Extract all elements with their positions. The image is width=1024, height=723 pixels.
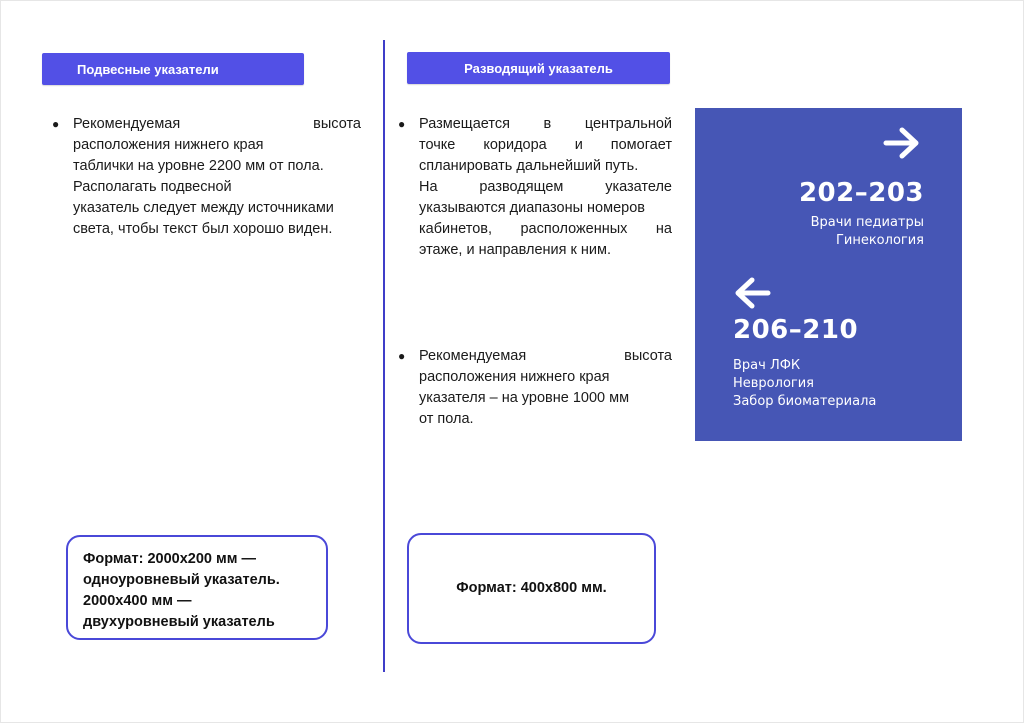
paragraph-line	[419, 114, 672, 135]
paragraph-line: от пола.	[419, 411, 474, 427]
paragraph-line: расположения нижнего края	[73, 137, 264, 153]
paragraph-word: на	[655, 221, 672, 237]
section-header-left: Подвесные указатели	[42, 53, 304, 85]
paragraph-line	[73, 114, 361, 135]
sign-department: Гинекология	[835, 233, 924, 248]
paragraph-word: в	[543, 116, 552, 132]
paragraph-line: света, чтобы текст был хорошо виден.	[73, 221, 333, 237]
format-line: одноуровневый указатель.	[83, 572, 280, 588]
direction-sign-preview	[695, 108, 962, 441]
arrow-right-icon	[883, 126, 921, 160]
paragraph-line	[419, 219, 672, 240]
sign-department: Врачи педиатры	[810, 215, 924, 230]
paragraph-line: расположения нижнего края	[419, 369, 610, 385]
bullet-dot-icon: ●	[398, 349, 406, 363]
format-line: двухуровневый указатель	[83, 614, 275, 630]
column-divider	[383, 40, 385, 672]
paragraph-word: На	[419, 179, 438, 195]
paragraph-word: высота	[624, 348, 672, 364]
paragraph-word: коридора	[483, 137, 547, 153]
paragraph-word: центральной	[584, 116, 672, 132]
paragraph-line: спланировать дальнейший путь.	[419, 158, 639, 174]
bullet-dot-icon: ●	[52, 117, 60, 131]
paragraph-line: указываются диапазоны номеров	[419, 200, 645, 216]
paragraph-line: таблички на уровне 2200 мм от пола.	[73, 158, 324, 174]
right-bullet-paragraph-2	[398, 346, 672, 430]
left-bullet-paragraph	[52, 114, 361, 240]
paragraph-word: высота	[313, 116, 361, 132]
paragraph-word: расположенных	[520, 221, 628, 237]
paragraph-line	[419, 346, 672, 367]
bullet-dot-icon: ●	[398, 117, 406, 131]
sign-bottom-range: 206–210	[733, 315, 859, 345]
right-bullet-paragraph-1	[398, 114, 672, 261]
section-header-right: Разводящий указатель	[407, 52, 670, 84]
paragraph-line: указателя – на уровне 1000 мм	[419, 390, 630, 406]
sign-department: Врач ЛФК	[733, 358, 801, 373]
sign-department: Забор биоматериала	[733, 394, 877, 409]
paragraph-line	[419, 177, 672, 198]
sign-department: Неврология	[733, 376, 815, 391]
format-line: Формат: 2000х200 мм —	[83, 551, 256, 567]
format-box-right	[407, 533, 656, 644]
sign-bottom-departments	[733, 357, 876, 411]
paragraph-word: Рекомендуемая	[73, 116, 181, 132]
paragraph-line	[419, 135, 672, 156]
paragraph-word: указателе	[605, 179, 672, 195]
paragraph-word: разводящем	[479, 179, 564, 195]
format-text: Формат: 400х800 мм.	[456, 580, 607, 596]
paragraph-word: помогает	[610, 137, 672, 153]
paragraph-word: и	[574, 137, 583, 153]
paragraph-line: этаже, и направления к ним.	[419, 242, 611, 258]
sign-top-range: 202–203	[798, 178, 924, 208]
paragraph-line: Располагать подвесной	[73, 179, 232, 195]
format-line: 2000х400 мм —	[83, 593, 192, 609]
sign-top-departments	[811, 214, 924, 250]
paragraph-word: Рекомендуемая	[419, 348, 527, 364]
paragraph-line: указатель следует между источниками	[73, 200, 334, 216]
paragraph-word: точке	[419, 137, 456, 153]
paragraph-word: Размещается	[419, 116, 510, 132]
arrow-left-icon	[733, 276, 771, 310]
format-box-left	[66, 535, 328, 640]
paragraph-word: кабинетов,	[419, 221, 492, 237]
